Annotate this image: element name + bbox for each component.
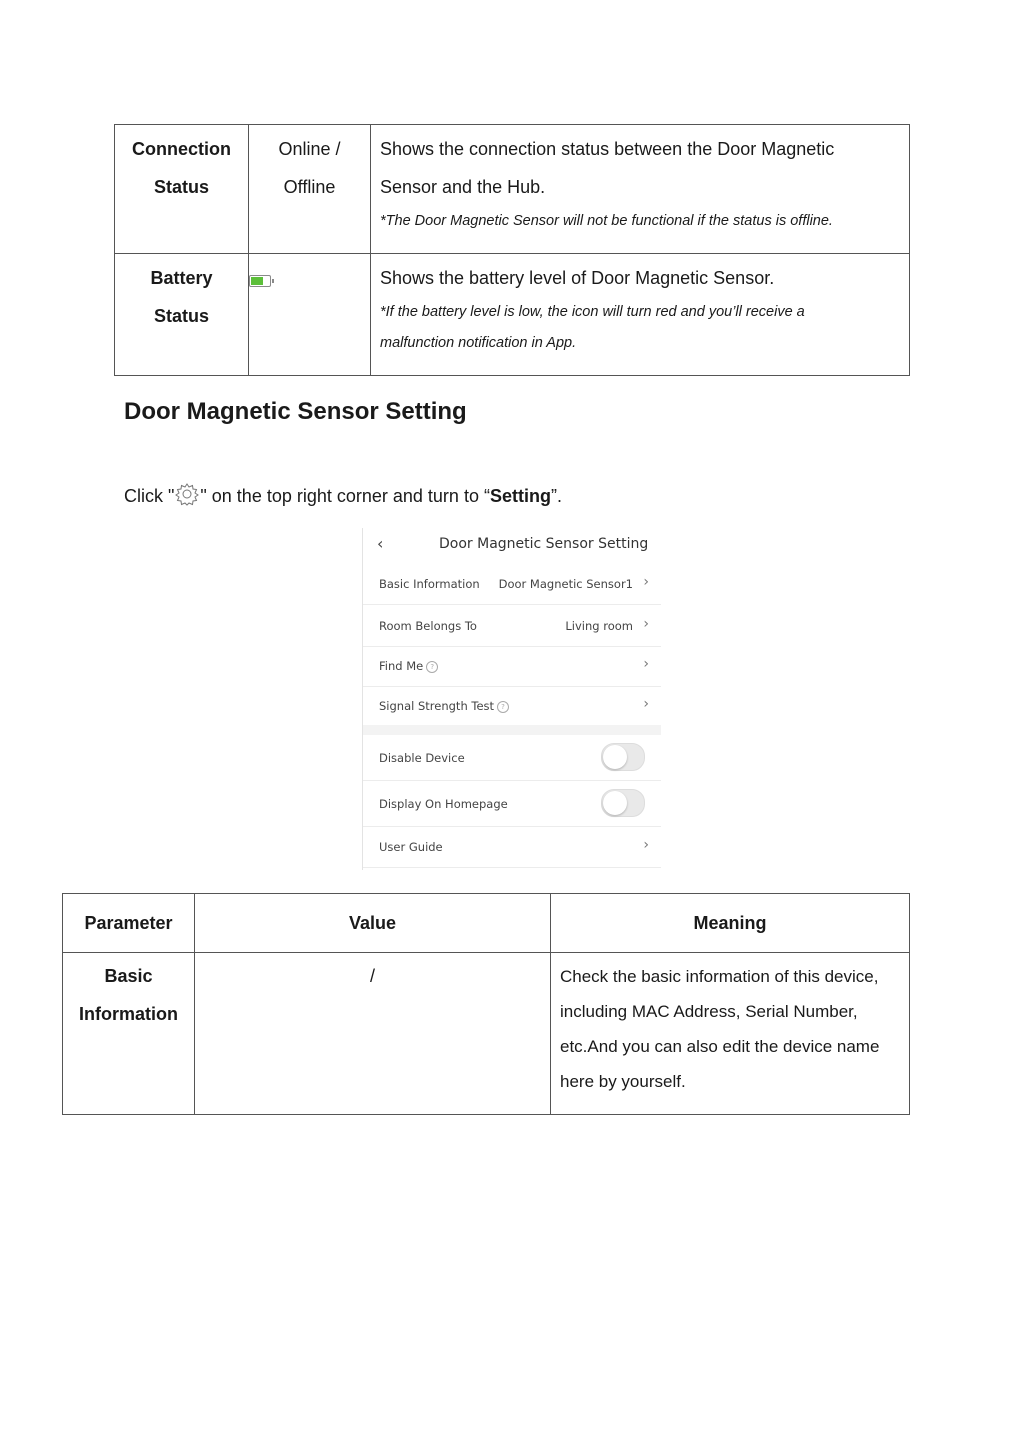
table-row <box>115 125 910 254</box>
meaning-cell <box>551 953 910 1115</box>
param-label: Basic <box>104 966 153 986</box>
setting-row-disable-device <box>363 735 661 781</box>
setting-label: Disable Device <box>379 751 465 765</box>
param-label: Connection <box>132 139 231 159</box>
setting-row-find-me[interactable] <box>363 647 661 687</box>
app-screenshot <box>362 528 661 870</box>
meaning-text: here by yourself. <box>560 1072 686 1091</box>
setting-row-user-guide[interactable] <box>363 827 661 868</box>
instruction-text <box>124 482 562 511</box>
chevron-right-icon: › <box>643 837 649 853</box>
status-table <box>114 124 910 376</box>
column-header: Meaning <box>551 894 910 953</box>
section-heading: Door Magnetic Sensor Setting <box>124 398 467 425</box>
chevron-right-icon: › <box>643 574 649 590</box>
gear-icon <box>174 482 200 511</box>
instruction-prefix: Click " <box>124 486 175 506</box>
help-icon[interactable]: ? <box>497 701 509 713</box>
battery-icon <box>249 275 271 287</box>
meaning-text: Sensor and the Hub. <box>380 177 546 197</box>
meaning-cell <box>371 254 910 376</box>
back-chevron-icon[interactable]: ‹ <box>377 534 384 553</box>
app-header <box>363 528 661 564</box>
parameter-cell <box>115 254 249 376</box>
meaning-note: *If the battery level is low, the icon will turn red and you’ll receive a <box>380 304 805 320</box>
setting-row-room[interactable] <box>363 605 661 647</box>
meaning-cell <box>371 125 910 254</box>
meaning-text: Shows the battery level of Door Magnetic Sensor. <box>380 268 775 288</box>
app-title: Door Magnetic Sensor Setting <box>439 536 649 552</box>
instruction-bold: Setting <box>489 486 551 506</box>
value-cell <box>249 254 371 376</box>
chevron-right-icon: › <box>643 616 649 632</box>
instruction-end: ”. <box>550 486 562 506</box>
parameter-cell <box>63 953 195 1115</box>
meaning-text: including MAC Address, Serial Number, <box>560 1002 858 1021</box>
parameter-table <box>62 893 910 1115</box>
setting-row-signal-test[interactable] <box>363 687 661 726</box>
table-header-row <box>63 894 910 953</box>
value-cell <box>249 125 371 254</box>
setting-row-display-homepage <box>363 781 661 827</box>
value-text: Offline <box>283 177 336 197</box>
meaning-text: Shows the connection status between the Door Magnetic <box>380 139 835 159</box>
section-divider <box>363 725 661 735</box>
column-header: Parameter <box>63 894 195 953</box>
display-homepage-toggle[interactable] <box>601 789 645 817</box>
value-text: Online / <box>278 139 341 159</box>
instruction-suffix: " on the top right corner and turn to “ <box>200 486 490 506</box>
table-row <box>63 953 910 1115</box>
meaning-text: etc.And you can also edit the device name <box>560 1037 880 1056</box>
setting-value: Living room <box>565 619 633 633</box>
table-row <box>115 254 910 376</box>
setting-value: Door Magnetic Sensor1 <box>498 577 633 591</box>
meaning-note: malfunction notification in App. <box>380 335 577 351</box>
meaning-note: *The Door Magnetic Sensor will not be functional if the status is offline. <box>380 213 833 229</box>
help-icon[interactable]: ? <box>426 661 438 673</box>
setting-label: Signal Strength Test <box>379 699 495 713</box>
param-label: Status <box>153 306 209 326</box>
setting-label: Find Me <box>379 659 424 673</box>
setting-label: Basic Information <box>379 577 480 591</box>
param-label: Status <box>153 177 209 197</box>
chevron-right-icon: › <box>643 656 649 672</box>
param-label: Battery <box>150 268 213 288</box>
chevron-right-icon: › <box>643 696 649 712</box>
param-label: Information <box>79 1004 178 1024</box>
meaning-text: Check the basic information of this device, <box>560 967 879 986</box>
disable-device-toggle[interactable] <box>601 743 645 771</box>
setting-label: Room Belongs To <box>379 619 477 633</box>
setting-label: Display On Homepage <box>379 797 508 811</box>
setting-label: User Guide <box>379 840 443 854</box>
column-header: Value <box>195 894 551 953</box>
value-cell: / <box>195 953 551 1115</box>
setting-row-basic-information[interactable] <box>363 564 661 605</box>
parameter-cell <box>115 125 249 254</box>
